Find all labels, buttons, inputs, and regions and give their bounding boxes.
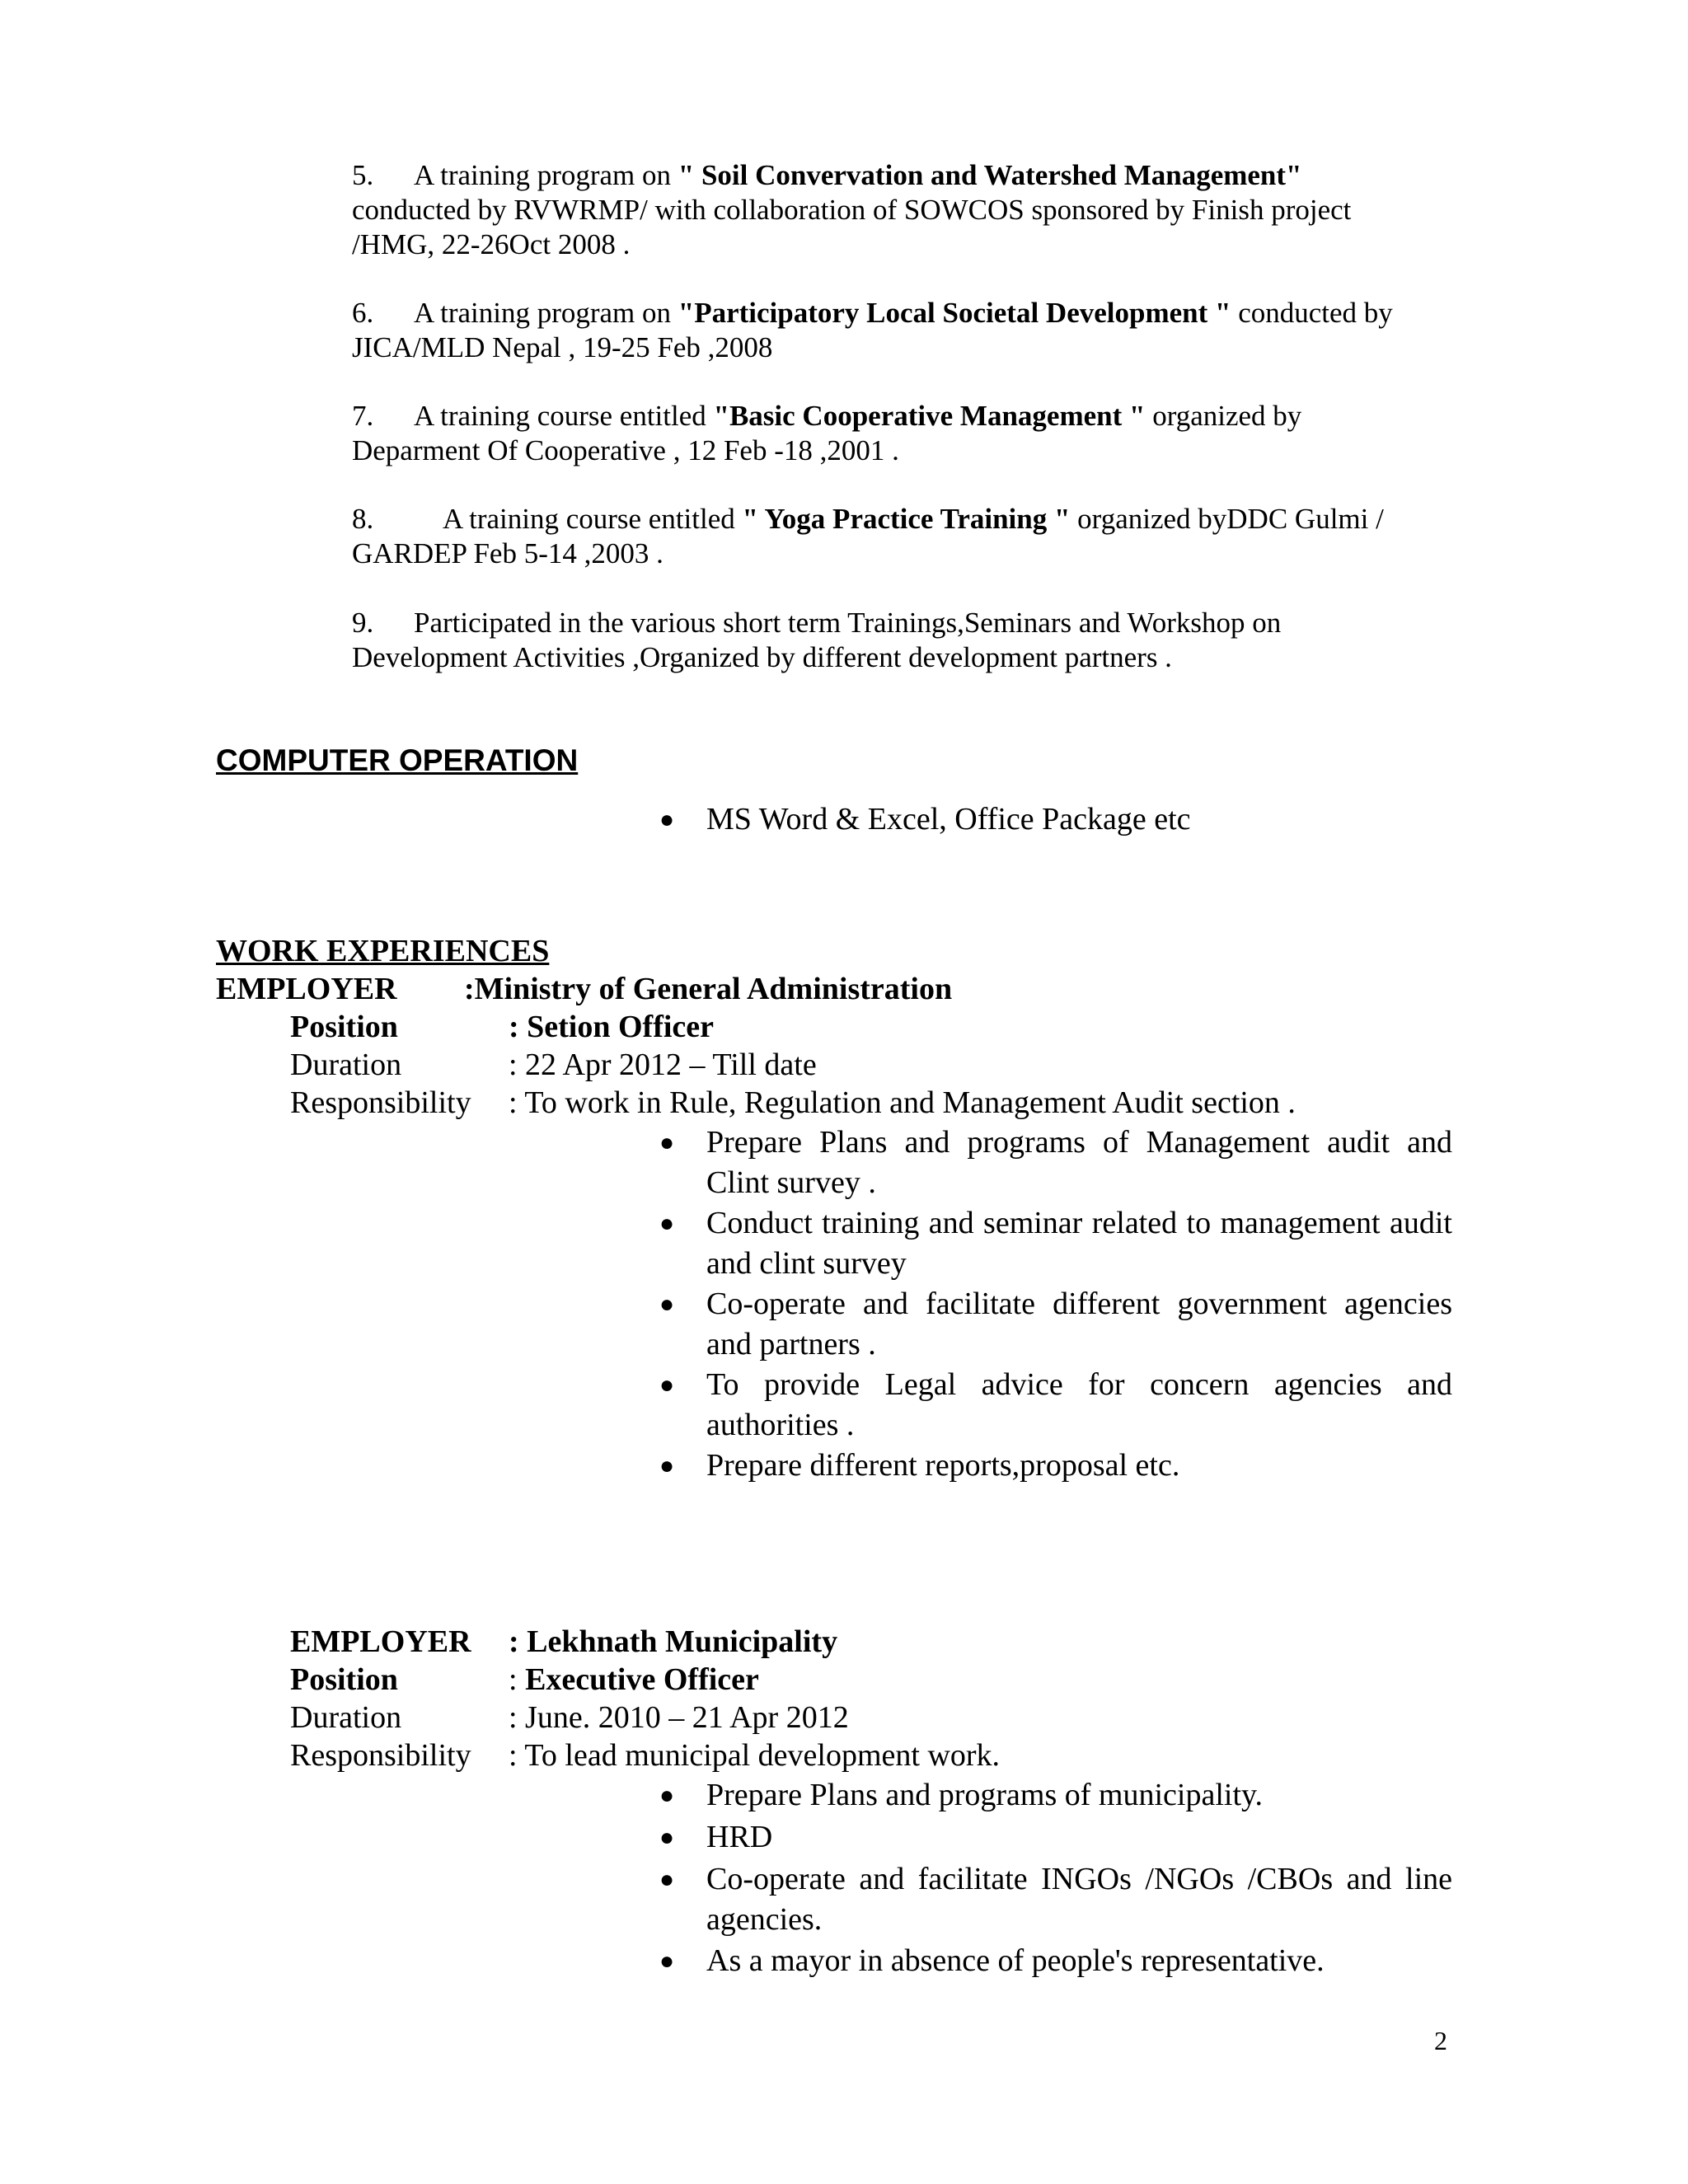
list-item: ● To provide Legal advice for concern agencies and authorities . <box>659 1365 1484 1446</box>
position-value-line: : Executive Officer <box>509 1662 759 1697</box>
employer-value: : Lekhnath Municipality <box>509 1624 838 1659</box>
list-item: ● HRD <box>659 1817 1484 1858</box>
list-item: ● Conduct training and seminar related to management audit and clint survey <box>659 1203 1484 1284</box>
responsibility-value: : To lead municipal development work. <box>509 1738 1001 1773</box>
bullet-icon: ● <box>659 1291 675 1318</box>
work-experiences-heading: WORK EXPERIENCES <box>216 934 550 968</box>
position-value: Executive Officer <box>525 1662 759 1697</box>
responsibility-value: : To work in Rule, Regulation and Management Audit section . <box>509 1085 1296 1120</box>
employer-value: :Ministry of General Administration <box>464 972 953 1006</box>
bullet-icon: ● <box>659 1371 675 1399</box>
list-item: ● Prepare different reports,proposal etc. <box>659 1446 1484 1486</box>
duration-label: Duration <box>290 1047 402 1082</box>
duration-label: Duration <box>290 1700 402 1735</box>
list-item: ● Co-operate and facilitate INGOs /NGOs /CBOs and line agencies. <box>659 1859 1484 1940</box>
list-item: ● Prepare Plans and programs of Management audit and Clint survey . <box>659 1122 1484 1203</box>
duration-value: : 22 Apr 2012 – Till date <box>509 1047 817 1082</box>
bullet-icon: ● <box>659 1210 675 1237</box>
training-item-8: 8. A training course entitled " Yoga Practice Training " organized byDDC Gulmi / GARDEP Feb 5-14 ,2003 . <box>352 503 1384 569</box>
bullet-icon: ● <box>659 1452 675 1479</box>
position-label: Position <box>290 1010 398 1044</box>
responsibility-label: Responsibility <box>290 1085 471 1120</box>
employer-label: EMPLOYER <box>290 1624 471 1659</box>
bullet-icon: ● <box>659 1129 675 1156</box>
training-item-9: 9. Participated in the various short term Trainings,Seminars and Workshop on Development Activities ,Organized by different development partners . <box>352 607 1282 673</box>
page-number: 2 <box>1434 2026 1447 2055</box>
position-value: : Setion Officer <box>509 1010 715 1044</box>
list-item: ● Prepare Plans and programs of municipality. <box>659 1775 1484 1816</box>
duration-value: : June. 2010 – 21 Apr 2012 <box>509 1700 849 1735</box>
position-label: Position <box>290 1662 398 1697</box>
responsibility-label: Responsibility <box>290 1738 471 1773</box>
list-item: ● As a mayor in absence of people's representative. <box>659 1941 1484 1981</box>
bullet-icon: ● <box>659 1824 675 1851</box>
bullet-icon: ● <box>659 1947 675 1975</box>
training-item-5: 5. A training program on " Soil Convervation and Watershed Management" conducted by RVWRMP/ with collaboration of SOWCOS sponsored by Finish project /HMG, 22-26Oct 2008 . <box>352 159 1352 260</box>
bullet-icon: ● <box>659 1782 675 1809</box>
computer-operation-heading: COMPUTER OPERATION <box>216 743 579 777</box>
training-item-6: 6. A training program on "Participatory Local Societal Development " conducted by JICA/MLD Nepal , 19-25 Feb ,2008 <box>352 297 1393 363</box>
training-item-7: 7. A training course entitled "Basic Cooperative Management " organized by Deparment Of Cooperative , 12 Feb -18 ,2001 . <box>352 400 1302 466</box>
bullet-icon: ● <box>659 1866 675 1893</box>
list-item: ● Co-operate and facilitate different government agencies and partners . <box>659 1284 1484 1365</box>
list-item: ● MS Word & Excel, Office Package etc <box>659 799 1484 840</box>
employer-label: EMPLOYER <box>216 972 397 1006</box>
bullet-icon: ● <box>659 806 675 833</box>
